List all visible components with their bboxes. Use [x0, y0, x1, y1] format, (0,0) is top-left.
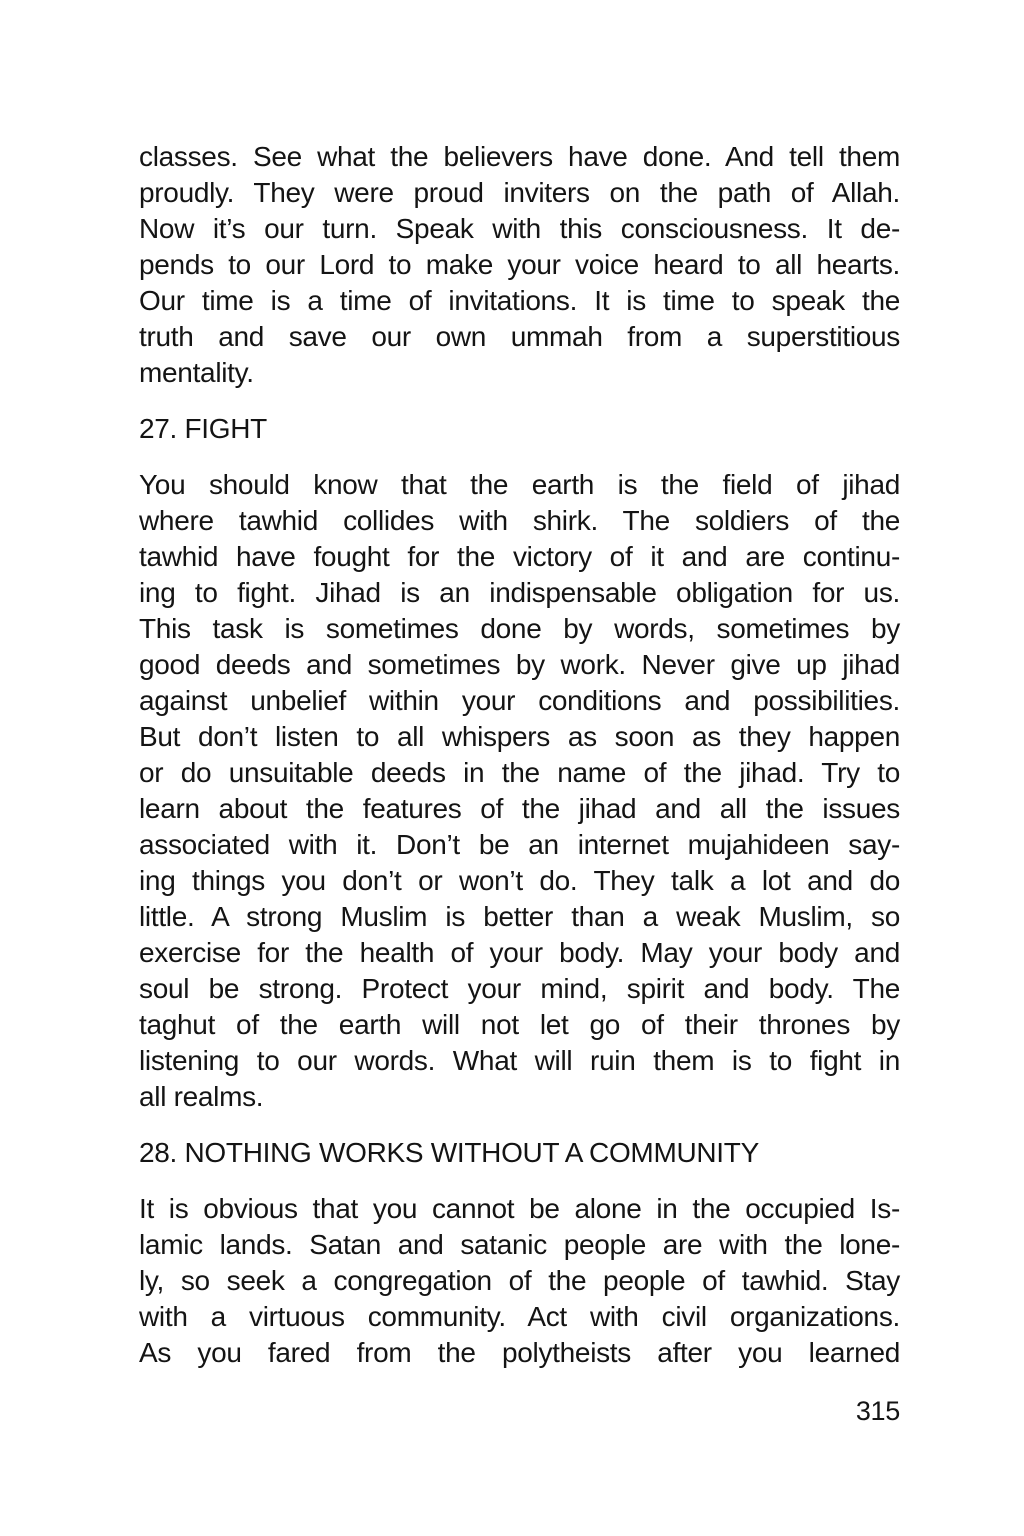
- text-line: where tawhid collides with shirk. The soldiers of the: [139, 505, 900, 536]
- text-line: or do unsuitable deeds in the name of the jihad. Try to: [139, 757, 900, 788]
- text-line: against unbelief within your conditions and possibilities.: [139, 685, 900, 716]
- text-line: listening to our words. What will ruin them is to fight in: [139, 1045, 900, 1076]
- text-line: lamic lands. Satan and satanic people are with the lone-: [139, 1229, 900, 1260]
- text-line: ing things you don’t or won’t do. They talk a lot and do: [139, 865, 900, 896]
- text-line: It is obvious that you cannot be alone in the occupied Is-: [139, 1193, 900, 1224]
- section-heading-28-community: 28. NOTHING WORKS WITHOUT A COMMUNITY: [139, 1137, 759, 1168]
- text-line: exercise for the health of your body. May your body and: [139, 937, 900, 968]
- text-line: proudly. They were proud inviters on the path of Allah.: [139, 177, 900, 208]
- text-line: associated with it. Don’t be an internet mujahideen say-: [139, 829, 900, 860]
- text-line: taghut of the earth will not let go of their thrones by: [139, 1009, 900, 1040]
- paragraph-3: [139, 1191, 900, 1371]
- text-line: Our time is a time of invitations. It is time to speak the: [139, 285, 900, 316]
- text-line: As you fared from the polytheists after you learned: [139, 1337, 900, 1368]
- paragraph-1: [139, 139, 900, 391]
- paragraph-2: [139, 467, 900, 1115]
- text-line: ly, so seek a congregation of the people of tawhid. Stay: [139, 1265, 900, 1296]
- text-line: ing to fight. Jihad is an indispensable obligation for us.: [139, 577, 900, 608]
- text-line: all realms.: [139, 1081, 264, 1112]
- text-line: mentality.: [139, 357, 254, 388]
- text-line: good deeds and sometimes by work. Never give up jihad: [139, 649, 900, 680]
- text-line: learn about the features of the jihad and all the issues: [139, 793, 900, 824]
- text-line: tawhid have fought for the victory of it and are continu-: [139, 541, 900, 572]
- text-line: Now it’s our turn. Speak with this consciousness. It de-: [139, 213, 900, 244]
- page-number: 315: [855, 1396, 900, 1426]
- text-line: pends to our Lord to make your voice heard to all hearts.: [139, 249, 900, 280]
- text-line: truth and save our own ummah from a superstitious: [139, 321, 900, 352]
- text-line: with a virtuous community. Act with civil organizations.: [139, 1301, 900, 1332]
- text-line: This task is sometimes done by words, sometimes by: [139, 613, 900, 644]
- section-heading-27-fight: 27. FIGHT: [139, 413, 267, 444]
- text-block: [139, 139, 900, 1371]
- text-line: You should know that the earth is the field of jihad: [139, 469, 900, 500]
- text-line: little. A strong Muslim is better than a weak Muslim, so: [139, 901, 900, 932]
- text-line: classes. See what the believers have done. And tell them: [139, 141, 900, 172]
- text-line: soul be strong. Protect your mind, spirit and body. The: [139, 973, 900, 1004]
- text-line: But don’t listen to all whispers as soon as they happen: [139, 721, 900, 752]
